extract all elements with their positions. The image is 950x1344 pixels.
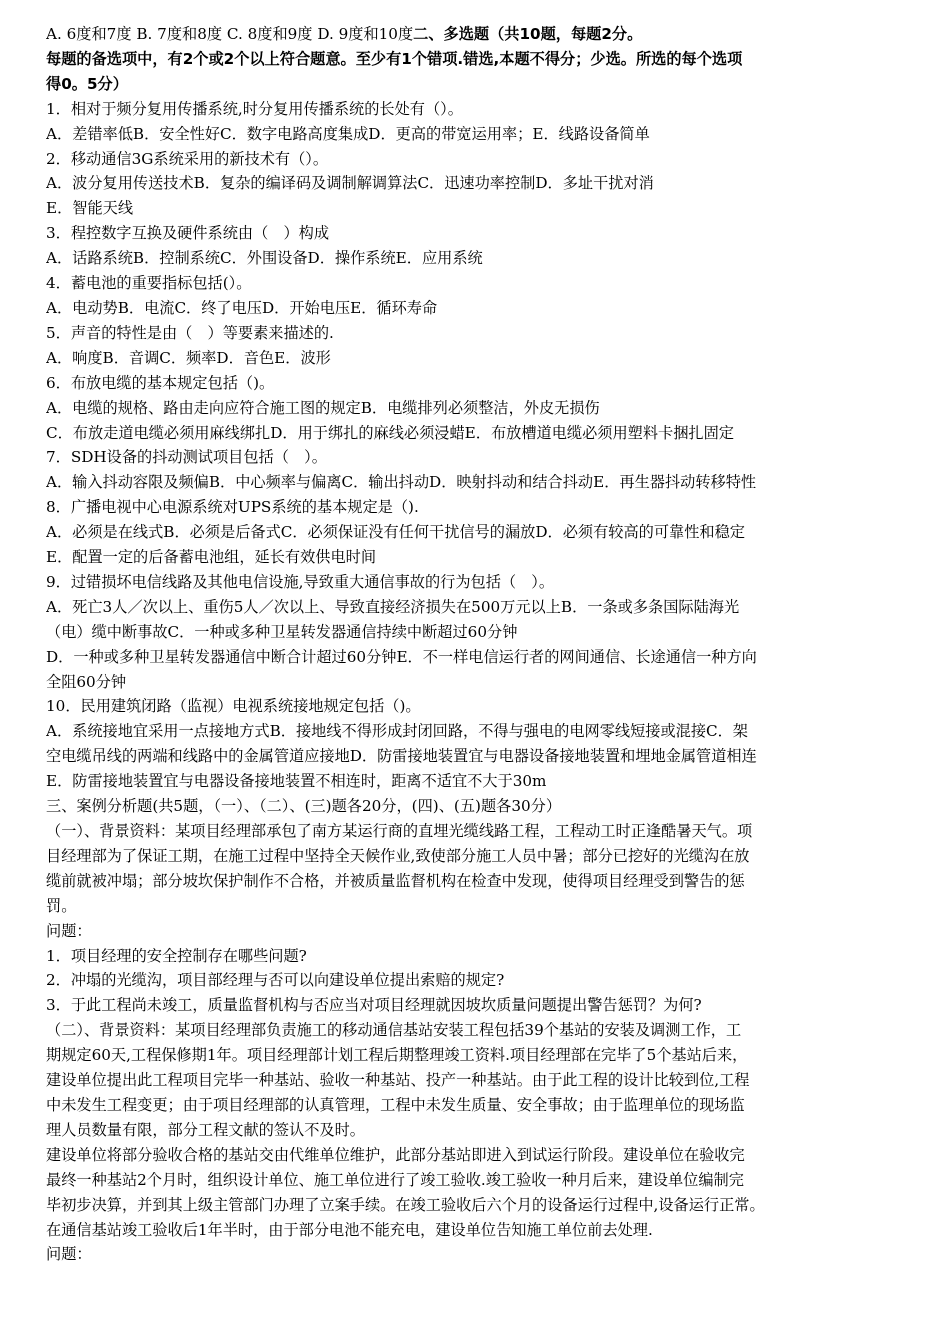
line-text: 建设单位提出此工程项目完毕一种基站、验收一种基站、投产一种基站。由于此工程的设计比较到位,工程 (46, 1071, 750, 1090)
text-line (46, 346, 924, 371)
line-text: 理人员数量有限，部分工程文献的签认不及时。 (46, 1120, 365, 1139)
text-line (46, 1143, 924, 1168)
line-text: 4．蓄电池的重要指标包括(）。 (46, 274, 252, 293)
text-line (46, 1242, 924, 1267)
text-line (46, 97, 924, 122)
line-text: 空电缆吊线的两端和线路中的金属管道应接地D．防雷接地装置宜与电器设备接地装置和埋地金属管道相连 (46, 747, 757, 766)
text-line (46, 371, 924, 396)
line-text: A．系统接地宜采用一点接地方式B．接地线不得形成封闭回路，不得与强电的电网零线短接或混接C．架 (46, 722, 748, 741)
line-text: 缆前就被冲塌；部分坡坎保护制作不合格，并被质量监督机构在检查中发现，使得项目经理受到警告的惩 (46, 871, 745, 890)
text-line (46, 545, 924, 570)
text-line (46, 570, 924, 595)
line-text: （二）、背景资料：某项目经理部负责施工的移动通信基站安装工程包括39个基站的安装及调测工作，工 (46, 1021, 742, 1040)
line-text: 1．项目经理的安全控制存在哪些问题? (46, 946, 307, 965)
document-body (46, 22, 924, 1267)
line-text: 7．SDH设备的抖动测试项目包括（ ）。 (46, 448, 327, 467)
text-line (46, 1043, 924, 1068)
line-text: A．电缆的规格、路由走向应符合施工图的规定B．电缆排列必须整洁，外皮无损伤 (46, 398, 600, 417)
text-line (46, 694, 924, 719)
line-text: D．一种或多种卫星转发器通信中断合计超过60分钟E．不一样电信运行者的网间通信、长途通信一种方向 (46, 647, 757, 666)
text-line (46, 819, 924, 844)
line-text: A．必须是在线式B．必须是后备式C．必须保证没有任何干扰信号的漏放D．必须有较高的可靠性和稳定 (46, 523, 745, 542)
text-line (46, 1018, 924, 1043)
line-bold-text: 每题的备选项中，有2个或2个以上符合题意。至少有1个错项.错选,本题不得分；少选。所选的每个选项 (46, 49, 743, 68)
text-line (46, 1218, 924, 1243)
text-line (46, 1093, 924, 1118)
text-line (46, 894, 924, 919)
line-text: A. 6度和7度 B. 7度和8度 C. 8度和9度 D. 9度和10度 (46, 25, 414, 43)
line-text: A．差错率低B．安全性好C．数字电路高度集成D．更高的带宽运用率；E．线路设备简单 (46, 124, 650, 143)
line-text: 毕初步决算，并到其上级主管部门办理了立案手续。在竣工验收后六个月的设备运行过程中,设备运行正常。 (46, 1195, 765, 1214)
line-text: 5．声音的特性是由（ ）等要素来描述的. (46, 323, 334, 342)
text-line (46, 719, 924, 744)
line-text: E．智能天线 (46, 199, 134, 218)
line-text: 3．程控数字互换及硬件系统由（ ）构成 (46, 224, 330, 243)
text-line (46, 1068, 924, 1093)
line-text: A．波分复用传送技术B．复杂的编译码及调制解调算法C．迅速功率控制D．多址干扰对消 (46, 174, 654, 193)
line-text: A．电动势B．电流C．终了电压D．开始电压E．循环寿命 (46, 298, 438, 317)
text-line (46, 744, 924, 769)
text-line (46, 1168, 924, 1193)
line-bold-text: 得0。5分） (46, 74, 128, 93)
text-line (46, 271, 924, 296)
line-text: A．输入抖动容限及频偏B．中心频率与偏离C．输出抖动D．映射抖动和结合抖动E．再生器抖动转移特性 (46, 473, 757, 492)
text-line (46, 919, 924, 944)
text-line (46, 1118, 924, 1143)
line-text: 8．广播电视中心电源系统对UPS系统的基本规定是（). (46, 498, 419, 517)
line-text: 目经理部为了保证工期，在施工过程中坚持全天候作业,致使部分施工人员中暑；部分已挖好的光缆沟在放 (46, 846, 750, 865)
line-text: A．话路系统B．控制系统C．外围设备D．操作系统E．应用系统 (46, 249, 483, 268)
text-line (46, 794, 924, 819)
text-line (46, 769, 924, 794)
line-text: 2．移动通信3G系统采用的新技术有（）。 (46, 149, 329, 168)
line-text: 最终一种基站2个月时，组织设计单位、施工单位进行了竣工验收.竣工验收一种月后来，建设单位编制完 (46, 1170, 744, 1189)
text-line (46, 72, 924, 97)
line-text: 9．过错损坏电信线路及其他电信设施,导致重大通信事故的行为包括（ ）。 (46, 572, 555, 591)
line-bold-text: 二、多选题（共10题，每题2分。 (413, 25, 643, 43)
line-text: C．布放走道电缆必须用麻线绑扎D．用于绑扎的麻线必须浸蜡E．布放槽道电缆必须用塑料卡捆扎固定 (46, 423, 734, 442)
line-text: 中未发生工程变更；由于项目经理部的认真管理，工程中未发生质量、安全事故；由于监理单位的现场监 (46, 1095, 745, 1114)
text-line (46, 595, 924, 620)
text-line (46, 122, 924, 147)
line-text: 问题： (46, 1245, 92, 1264)
line-text: 三、案例分析题(共5题，（一）、（二）、(三)题各20分，(四)、(五)题各30分） (46, 797, 562, 816)
line-text: 期规定60天,工程保修期1年。项目经理部计划工程后期整理竣工资料.项目经理部在完毕了5个基站后来， (46, 1046, 748, 1065)
text-line (46, 445, 924, 470)
text-line (46, 993, 924, 1018)
text-line (46, 22, 924, 47)
line-text: （电）缆中断事故C．一种或多种卫星转发器通信持续中断超过60分钟 (46, 622, 518, 641)
text-line (46, 869, 924, 894)
line-text: 10．民用建筑闭路（监视）电视系统接地规定包括（)。 (46, 697, 421, 716)
line-text: A．死亡3人／次以上、重伤5人／次以上、导致直接经济损失在500万元以上B．一条或多条国际陆海光 (46, 597, 740, 616)
text-line (46, 246, 924, 271)
line-text: 建设单位将部分验收合格的基站交由代维单位维护，此部分基站即进入到试运行阶段。建设单位在验收完 (46, 1145, 745, 1164)
text-line (46, 944, 924, 969)
text-line (46, 1193, 924, 1218)
text-line (46, 670, 924, 695)
text-line (46, 147, 924, 172)
text-line (46, 844, 924, 869)
text-line (46, 645, 924, 670)
line-text: 全阻60分钟 (46, 672, 127, 691)
line-text: 罚。 (46, 896, 77, 915)
line-text: 1．相对于频分复用传播系统,时分复用传播系统的长处有（）。 (46, 99, 463, 118)
line-text: 问题： (46, 921, 92, 940)
line-text: 2．冲塌的光缆沟，项目部经理与否可以向建设单位提出索赔的规定? (46, 971, 505, 990)
text-line (46, 171, 924, 196)
text-line (46, 321, 924, 346)
text-line (46, 296, 924, 321)
text-line (46, 47, 924, 72)
line-text: E．配置一定的后备蓄电池组，延长有效供电时间 (46, 548, 377, 567)
text-line (46, 495, 924, 520)
text-line (46, 520, 924, 545)
text-line (46, 470, 924, 495)
line-text: 3．于此工程尚未竣工，质量监督机构与否应当对项目经理就因坡坎质量问题提出警告惩罚？为何? (46, 996, 702, 1015)
text-line (46, 196, 924, 221)
text-line (46, 396, 924, 421)
line-text: A．响度B．音调C．频率D．音色E．波形 (46, 348, 331, 367)
line-text: （一）、背景资料：某项目经理部承包了南方某运行商的直埋光缆线路工程，工程动工时正逢酷暑天气。项 (46, 822, 753, 840)
line-text: 6．布放电缆的基本规定包括（)。 (46, 373, 275, 392)
line-text: 在通信基站竣工验收后1年半时，由于部分电池不能充电，建设单位告知施工单位前去处理. (46, 1220, 653, 1239)
text-line (46, 421, 924, 446)
text-line (46, 968, 924, 993)
text-line (46, 221, 924, 246)
text-line (46, 620, 924, 645)
line-text: E．防雷接地装置宜与电器设备接地装置不相连时，距离不适宜不大于30m (46, 772, 547, 791)
